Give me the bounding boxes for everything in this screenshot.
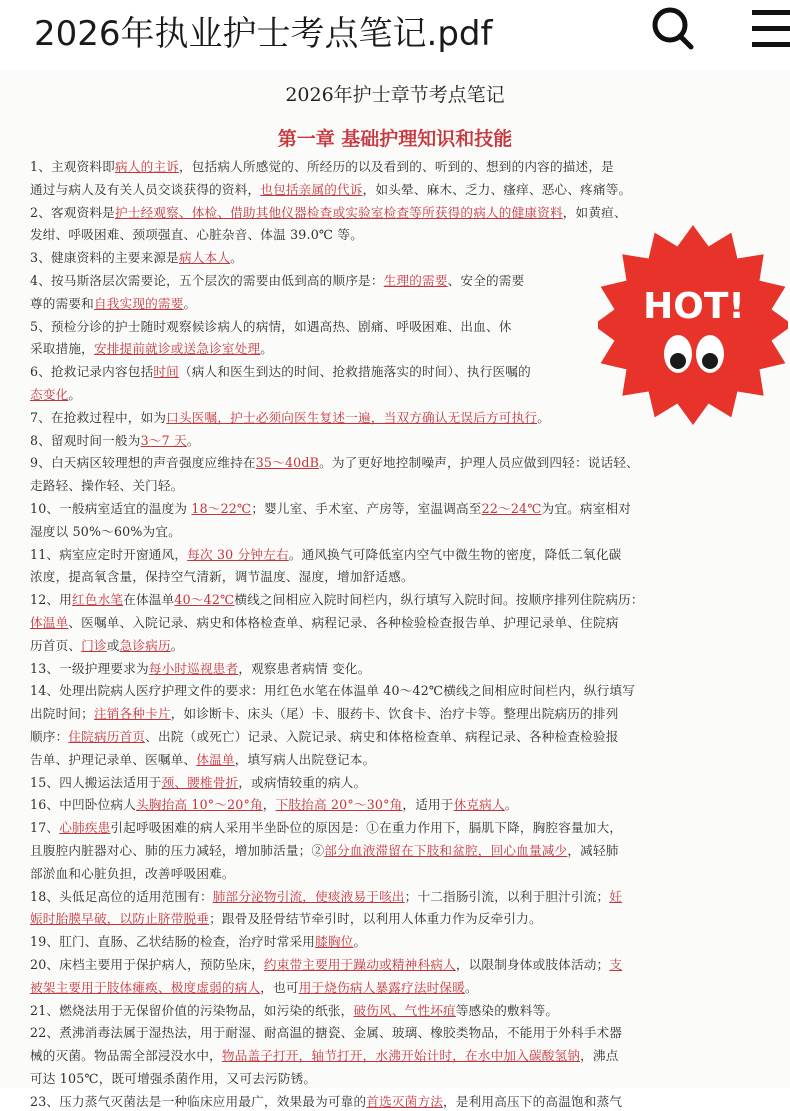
text-segment: 械的灭菌。物品需全部浸没水中，: [30, 1048, 222, 1064]
text-segment: 12、用: [30, 592, 73, 608]
highlighted-text: 病人的主诉: [114, 159, 179, 174]
highlighted-text: 急诊病历: [119, 637, 171, 653]
text-line: [30, 956, 750, 974]
highlighted-text: 病人本人: [178, 250, 231, 266]
text-line: [30, 865, 750, 883]
text-line: [30, 819, 750, 837]
file-title: 2026年执业护士考点笔记.pdf: [34, 14, 493, 54]
text-segment: 。: [353, 934, 367, 950]
text-segment: 为宜。病室相对: [541, 501, 632, 516]
text-segment: 。: [170, 637, 184, 653]
menu-icon[interactable]: [748, 6, 790, 50]
text-line: [30, 546, 750, 564]
text-line: [30, 1047, 750, 1065]
text-line: [30, 568, 750, 586]
text-segment: 告单、护理记录单、医嘱单、: [30, 751, 197, 767]
text-line: [30, 523, 750, 541]
text-line: [30, 181, 750, 199]
highlighted-text: 红色水笔: [72, 592, 124, 608]
highlighted-text: 头胸抬高 10°～20°角: [135, 797, 263, 813]
text-segment: 9、白天病区较理想的声音强度应维持在: [30, 455, 256, 471]
document-title: 2026年护士章节考点笔记: [285, 84, 505, 106]
text-line: [30, 1093, 750, 1111]
highlighted-text: 口头医嘱，护士必须向医生复述一遍，当双方确认无误后方可执行: [166, 409, 538, 425]
text-segment: ，如头晕、麻木、乏力、瘙痒、恶心、疼痛等。: [362, 181, 632, 197]
text-segment: 23、压力蒸气灭菌法是一种临床应用最广，效果最为可靠的: [30, 1093, 367, 1109]
highlighted-text: 部分血液滞留在下肢和盆腔，回心血量减少: [324, 843, 568, 858]
text-segment: 横线之间相应入院时间栏内，纵行填写入院时间。按顺序排列住院病历：: [234, 592, 644, 608]
text-segment: 15、四人搬运法适用于: [30, 774, 162, 790]
text-line: [30, 454, 750, 472]
text-line: [30, 705, 750, 723]
text-line: [30, 751, 750, 769]
highlighted-text: 35～40dB: [255, 455, 320, 471]
text-segment: 。: [68, 387, 82, 402]
text-segment: 。为了更好地控制噪声，护理人员应做到四轻：说话轻、: [319, 455, 639, 471]
text-segment: 8、留观时间一般为: [30, 432, 141, 448]
text-segment: 。: [186, 432, 200, 448]
text-segment: 顺序：: [30, 729, 69, 744]
highlighted-text: 物品盖子打开，轴节打开，水沸开始计时，在水中加入碳酸氢钠: [221, 1048, 581, 1064]
highlighted-text: 护士经观察、体检、借助其他仪器检查或实验室检查等所获得的病人的健康资料: [114, 204, 563, 220]
text-segment: 等感染的敷料等。: [455, 1002, 559, 1018]
text-segment: 且腹腔内脏器对心、肺的压力减轻，增加肺活量；②: [30, 843, 325, 858]
text-segment: ，或病情较重的病人。: [238, 774, 367, 790]
text-segment: 。: [230, 250, 243, 266]
highlighted-text: 时间: [153, 364, 179, 380]
highlighted-text: 约束带主要用于躁动或精神科病人: [263, 957, 456, 972]
text-segment: ，减轻肺: [567, 843, 619, 858]
text-segment: 、医嘱单、入院记录、病史和体格检查单、病程记录、各种检验检查报告单、护理记录单、住院病: [68, 615, 619, 630]
text-line: [30, 682, 750, 700]
text-line: [30, 637, 750, 655]
text-segment: 22、煮沸消毒法属于湿热法，用于耐湿、耐高温的搪瓷、金属、玻璃、橡胶类物品，不能用于外科手术器: [30, 1025, 623, 1041]
text-line: [30, 660, 750, 678]
text-segment: ，适用于: [402, 797, 454, 813]
text-segment: （病人和医生到达的时间、抢救措施落实的时间）、执行医嘱的: [178, 364, 531, 380]
text-segment: 浓度，提高氧含量，保持空气清新，调节温度、湿度，增加舒适感。: [30, 569, 414, 585]
highlighted-text: 下肢抬高 20°～30°角: [275, 797, 403, 813]
text-segment: 10、一般病室适宜的温度为: [30, 501, 192, 516]
text-line: [30, 888, 750, 906]
text-segment: 3、健康资料的主要来源是: [30, 250, 179, 266]
text-line: [30, 158, 750, 176]
text-segment: ，也可: [260, 979, 299, 995]
text-segment: ，包括病人所感觉的、所经历的以及看到的、听到的、想到的内容的描述，是: [178, 159, 614, 174]
highlighted-text: 休克病人: [453, 797, 505, 813]
text-segment: 。: [260, 341, 274, 357]
text-segment: 在体温单: [123, 592, 175, 608]
text-line: [30, 500, 750, 518]
text-segment: 4、按马斯洛层次需要论，五个层次的需要由低到高的顺序是：: [30, 273, 384, 288]
text-line: [30, 614, 750, 632]
text-segment: 、出院（或死亡）记录、入院记录、病史和体格检查单、病程记录、各种检查检验报: [145, 729, 619, 744]
text-line: [30, 591, 750, 609]
highlighted-text: 破伤风、气性坏疽: [353, 1002, 456, 1018]
highlighted-text: 被架主要用于肢体瘫痪、极度虚弱的病人: [30, 979, 261, 995]
text-line: [30, 933, 750, 951]
text-segment: 可达 105℃，既可增强杀菌作用，又可去污防锈。: [30, 1071, 317, 1086]
highlighted-text: 肺部分泌物引流，使痰液易于咳出: [212, 888, 405, 904]
text-segment: ，如黄疸、: [562, 204, 627, 220]
highlighted-text: 体温单: [30, 615, 69, 630]
text-line: [30, 1070, 750, 1088]
highlighted-text: 3～7 天: [140, 432, 187, 448]
search-icon[interactable]: [648, 4, 696, 52]
text-segment: 。: [465, 979, 478, 995]
text-segment: ，沸点: [580, 1048, 619, 1064]
highlighted-text: 用于烧伤病人暴露疗法时保暖: [298, 979, 466, 995]
text-segment: ，观察患者病情 变化。: [238, 660, 371, 676]
text-line: [30, 842, 750, 860]
text-line: [30, 774, 750, 792]
highlighted-text: 住院病历首页: [68, 729, 146, 744]
text-segment: 21、燃烧法用于无保留价值的污染物品，如污染的纸张，: [30, 1002, 354, 1018]
text-segment: 20、床档主要用于保护病人，预防坠床，: [30, 957, 264, 972]
text-segment: 或: [106, 637, 120, 653]
highlighted-text: 安排提前就诊或送急诊室处理: [93, 341, 261, 357]
highlighted-text: 妊: [609, 888, 623, 904]
text-segment: 2、客观资料是: [30, 204, 115, 220]
text-line: [30, 1024, 750, 1042]
text-segment: 采取措施，: [30, 341, 94, 357]
text-segment: 11、病室应定时开窗通风，: [30, 546, 188, 562]
text-segment: 部淤血和心脏负担，改善呼吸困难。: [30, 865, 235, 881]
text-segment: 发绀、呼吸困难、颈项强直、心脏杂音、体温 39.0℃ 等。: [30, 227, 363, 243]
text-line: [30, 1002, 750, 1020]
text-segment: 16、中凹卧位病人: [30, 797, 136, 813]
highlighted-text: 18～22℃: [191, 501, 252, 516]
text-segment: 。: [504, 797, 518, 813]
text-segment: 14、处理出院病人医疗护理文件的要求：用红色水笔在体温单 40～42℃横线之间相应时间栏内，纵行填写: [30, 683, 636, 699]
text-segment: 13、一级护理要求为: [30, 660, 149, 676]
text-segment: 5、预检分诊的护士随时观察候诊病人的病情，如遇高热、剧痛、呼吸困难、出血、休: [30, 318, 512, 334]
text-segment: ，以限制身体或肢体活动；: [455, 957, 610, 972]
text-segment: 6、抢救记录内容包括: [30, 364, 154, 380]
text-line: [30, 204, 750, 222]
highlighted-text: 注销各种卡片: [93, 706, 171, 722]
text-segment: 17、: [30, 820, 60, 836]
highlighted-text: 22～24℃: [481, 501, 542, 516]
text-segment: ；跟骨及胫骨结节牵引时，以利用人体重力作为反牵引力。: [209, 911, 542, 927]
text-segment: 通过与病人及有关人员交谈获得的资料，: [30, 181, 261, 197]
chapter-title: 第一章 基础护理知识和技能: [277, 128, 513, 150]
text-segment: 。: [537, 409, 550, 425]
text-segment: 尊的需要和: [30, 295, 94, 311]
text-segment: 。通风换气可降低室内空气中微生物的密度，降低二氧化碳: [288, 546, 622, 562]
text-segment: ，: [262, 797, 276, 813]
text-line: [30, 432, 750, 450]
highlighted-text: 娠时胎膜早破，以防止脐带脱垂: [30, 911, 210, 927]
highlighted-text: 颈、腰椎骨折: [161, 774, 239, 790]
highlighted-text: 态变化: [30, 387, 69, 402]
text-segment: ，是利用高压下的高温饱和蒸气: [443, 1093, 623, 1109]
text-segment: 引起呼吸困难的病人采用半坐卧位的原因是：①在重力作用下，膈肌下降，胸腔容量加大，: [110, 820, 623, 836]
highlighted-text: 支: [609, 957, 623, 972]
hot-badge: [598, 222, 788, 428]
text-segment: 走路轻、操作轻、关门轻。: [30, 478, 184, 494]
text-line: [30, 910, 750, 928]
highlighted-text: 也包括亲属的代诉: [260, 181, 363, 197]
highlighted-text: 首选灭菌方法: [366, 1093, 444, 1109]
text-segment: 18、头低足高位的适用范围有：: [30, 888, 213, 904]
highlighted-text: 40～42℃: [174, 592, 235, 608]
text-segment: ；十二指肠引流，以利于胆汁引流；: [404, 888, 610, 904]
hot-badge-text: HOT!: [643, 286, 745, 327]
highlighted-text: 门诊: [81, 637, 107, 653]
text-line: [30, 796, 750, 814]
text-segment: ；婴儿室、手术室、产房等，室温调高至: [251, 501, 482, 516]
text-segment: ，如诊断卡、床头（尾）卡、服药卡、饮食卡、治疗卡等。整理出院病历的排列: [170, 706, 619, 722]
text-segment: 。: [183, 295, 197, 311]
highlighted-text: 每次 30 分钟左右: [187, 546, 289, 562]
text-segment: 1、主观资料即: [30, 159, 115, 174]
text-segment: 湿度以 50%～60%为宜。: [30, 523, 181, 539]
text-segment: 出院时间；: [30, 706, 94, 722]
text-line: [30, 477, 750, 495]
highlighted-text: 生理的需要: [383, 273, 448, 288]
top-bar: [0, 0, 790, 64]
highlighted-text: 膝胸位: [315, 934, 354, 950]
text-line: [30, 728, 750, 746]
text-segment: 19、肛门、直肠、乙状结肠的检查，治疗时常采用: [30, 934, 316, 950]
text-segment: 7、在抢救过程中，如为: [30, 409, 167, 425]
highlighted-text: 自我实现的需要: [93, 295, 184, 311]
text-segment: 历首页、: [30, 637, 82, 653]
highlighted-text: 每小时巡视患者: [148, 660, 239, 676]
text-segment: ，填写病人出院登记本。: [234, 751, 376, 767]
text-segment: 、安全的需要: [447, 273, 525, 288]
highlighted-text: 体温单: [196, 751, 235, 767]
highlighted-text: 心肺疾患: [59, 820, 111, 836]
text-line: [30, 979, 750, 997]
